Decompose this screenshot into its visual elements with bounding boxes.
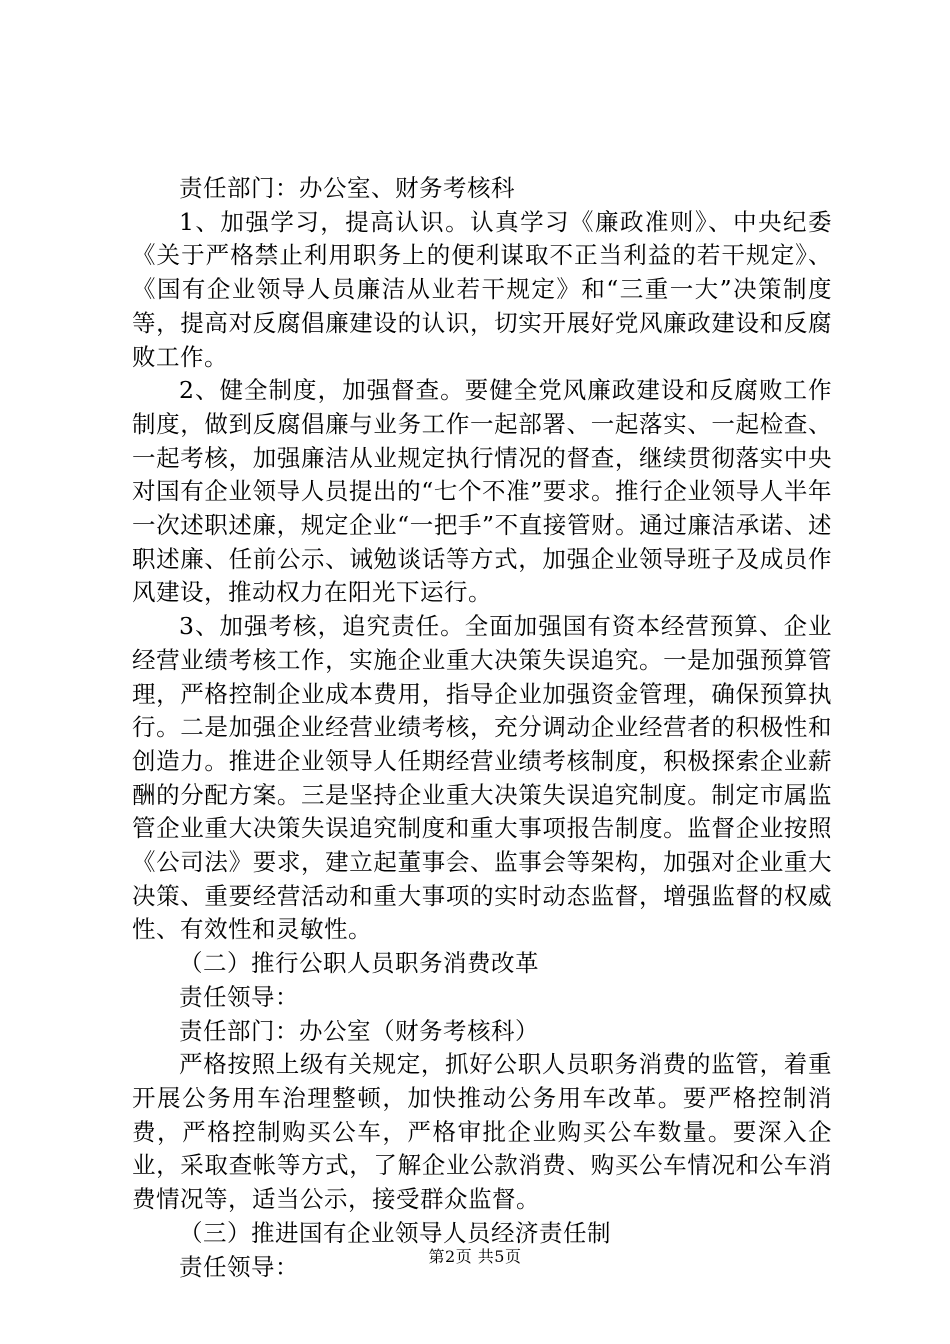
paragraph-responsible-department-2: 责任部门：办公室（财务考核科） [179,1016,539,1045]
paragraph-item-1-study: 1、加强学习，提高认识。认真学习《廉政准则》、中央纪委《关于严格禁止利用职务上的便利谋取不正当利益的若干规定》、《国有企业领导人员廉洁从业若干规定》和“三重一大”决策制度等，提高对反腐倡廉建设的认识，切实开展好党风廉政建设和反腐败工作。 [132,207,832,371]
document-body [132,172,832,1284]
section-heading-2: （二）推行公职人员职务消费改革 [179,949,539,978]
paragraph-responsible-leader: 责任领导： [179,982,299,1011]
paragraph-item-2-system: 2、健全制度，加强督查。要健全党风廉政建设和反腐败工作制度，做到反腐倡廉与业务工作一起部署、一起落实、一起检查、一起考核，加强廉洁从业规定执行情况的督查，继续贯彻落实中央对国有企业领导人员提出的“七个不准”要求。推行企业领导人半年一次述职述廉，规定企业“一把手”不直接管财。通过廉洁承诺、述职述廉、任前公示、诫勉谈话等方式，加强企业领导班子及成员作风建设，推动权力在阳光下运行。 [132,376,832,607]
section-heading-3: （三）推进国有企业领导人员经济责任制 [179,1218,611,1247]
page-number-footer: 第2页 共5页 [428,1247,522,1266]
paragraph-consumption-reform: 严格按照上级有关规定，抓好公职人员职务消费的监管，着重开展公务用车治理整顿，加快推动公务用车改革。要严格控制消费，严格控制购买公车，严格审批企业购买公车数量。要深入企业，采取查帐等方式，了解企业公款消费、购买公车情况和公车消费情况等，适当公示，接受群众监督。 [132,1050,832,1214]
paragraph-responsible-department: 责任部门：办公室、财务考核科 [179,174,515,202]
paragraph-item-3-assessment: 3、加强考核，追究责任。全面加强国有资本经营预算、企业经营业绩考核工作，实施企业重大决策失误追究。一是加强预算管理，严格控制企业成本费用，指导企业加强资金管理，确保预算执行。二是加强企业经营业绩考核，充分调动企业经营者的积极性和创造力。推进企业领导人任期经营业绩考核制度，积极探索企业薪酬的分配方案。三是坚持企业重大决策失误追究制度。制定市属监管企业重大决策失误追究制度和重大事项报告制度。监督企业按照《公司法》要求，建立起董事会、监事会等架构，加强对企业重大决策、重要经营活动和重大事项的实时动态监督，增强监督的权威性、有效性和灵敏性。 [132,612,832,944]
paragraph-responsible-leader-2: 责任领导： [179,1252,299,1281]
